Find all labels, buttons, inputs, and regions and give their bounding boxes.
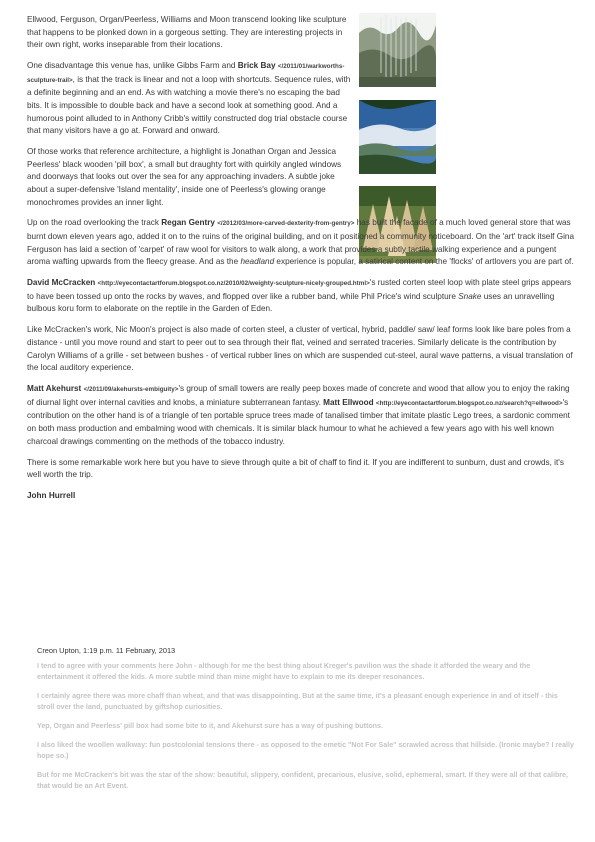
emphasis-snake: Snake bbox=[458, 291, 482, 301]
text-segment: has built the facade of a much loved general store that was burnt down eleven years ago, added it on to the ruins of the original building, and on it positioned a community noticeboard. On the 'art' track itself Gina Ferguson has laid a section of 'carpet' of raw wool for visitors to walk along, a work that provides a subtly tactile walking experience and a pungent aroma wafting upwards from the fleecy grease. And as the bbox=[27, 218, 575, 267]
text-segment: Up on the road overlooking the track bbox=[27, 218, 162, 228]
comment-meta: Creon Upton, 1:19 p.m. 11 February, 2013 bbox=[37, 646, 176, 655]
article-body bbox=[27, 14, 577, 503]
comment-paragraph: Yep, Organ and Peerless' pill box had some bite to it, and Akehurst sure has a way of pushing buttons. bbox=[37, 722, 383, 730]
artist-name-brick-bay: Brick Bay bbox=[237, 61, 276, 71]
text-segment: uses an unravelling bulbous koru form to elaborate on the reptile in the Garden of Eden. bbox=[27, 291, 555, 314]
emphasis-headland: headland bbox=[240, 257, 275, 267]
text-segment: 's group of small towers are really peep boxes made of concrete and wood that allow you to enjoy the raking of diurnal light over internal cavities and knobs, a miniature subterranean fantasy. bbox=[27, 384, 570, 407]
comment-section bbox=[37, 645, 577, 800]
paragraph-gentry bbox=[27, 217, 577, 268]
text-segment: One disadvantage this venue has, unlike Gibbs Farm and bbox=[27, 61, 238, 71]
link-ellwood[interactable]: <http://eyecontactartforum.blogspot.co.nz/search?q=ellwood> bbox=[375, 399, 563, 407]
text-segment: experience is popular, a satirical content on the 'flocks' of artlovers you are part of. bbox=[274, 257, 574, 267]
paragraph-venue bbox=[27, 60, 357, 138]
artist-name-akehurst: Matt Akehurst bbox=[27, 384, 82, 394]
comment-paragraph: I also liked the woollen walkway: fun postcolonial tensions there - as opposed to the emetic "Not For Sale" scrawled across that hillside. (Ironic maybe? I really hope so.) bbox=[37, 741, 574, 760]
comment-paragraph: I certainly agree there was more chaff than wheat, and that was disappointing. But at the same time, it's a pleasant enough experience in and of itself - this stroll over the land, punctuated by giftshop curiosities. bbox=[37, 692, 558, 711]
link-warkworth[interactable]: </2011/01/warkworths-sculpture-trail> bbox=[27, 63, 345, 84]
link-akehurst[interactable]: </2011/09/akehursts-embiguity> bbox=[83, 386, 179, 394]
artist-name-gentry: Regan Gentry bbox=[161, 218, 215, 228]
paragraph-mccracken bbox=[27, 277, 577, 316]
artist-name-mccracken: David McCracken bbox=[27, 278, 96, 288]
comment-paragraph: I tend to agree with your comments here John - although for me the best thing about Kreger's pavilion was the shade it afforded the weary and the entertainment it offered the kids. A more subtle mind than mine might have to explain to me its deeper resonances. bbox=[37, 662, 531, 681]
paragraph-conclusion: There is some remarkable work here but you have to sieve through quite a bit of chaff to find it. If you are indifferent to sunburn, dust and crowds, it's well worth the trip. bbox=[27, 457, 564, 480]
text-segment: 's rusted corten steel loop with plate steel grips appears to have been tossed up onto the rocks by waves, and flopped over like a rubber band, while Phil Price's wind sculpture bbox=[27, 278, 572, 301]
author-signature: John Hurrell bbox=[27, 491, 76, 501]
link-gentry[interactable]: </2012/03/more-carved-dexterity-from-gentry> bbox=[217, 220, 355, 228]
paragraph-moon: Like McCracken's work, Nic Moon's project is also made of corten steel, a cluster of vertical, hybrid, paddle/ saw/ leaf forms look like bare poles from a distance - until you move round and start to peer out to sea through their flat, veined and serrated traceries. Similarly delicate is the contribution by Carolyn Williams of a grille - set between bushes - of vertical rubber lines on which are suspended cut-steel, aural wave patterns, a visual translation of the local auditory experience. bbox=[27, 325, 573, 373]
paragraph-architecture: Of those works that reference architecture, a highlight is Jonathan Organ and Jessica Peerless' black wooden 'pill box', a small but draughty fort with quirkily angled windows and doorways that looks out over the sea for any approaching invaders. A subtle joke about a super-defensive 'Island mentality', inside one of Peerless's glowing orange monochromes provides an inner light. bbox=[27, 147, 342, 207]
artist-name-ellwood: Matt Ellwood bbox=[323, 397, 374, 407]
link-mccracken[interactable]: <http://eyecontactartforum.blogspot.co.nz/2010/02/weighty-sculpture-nicely-grouped.html> bbox=[97, 280, 370, 288]
comment-paragraph: But for me McCracken's bit was the star of the show: beautiful, slippery, confident, precarious, elusive, solid, ephemeral, smart. If they were all of that calibre, that would be an Art Event. bbox=[37, 771, 568, 790]
text-segment: 's contribution on the other hand is of a triangle of ten portable spruce trees made of tanalised timber that imitate plastic Lego trees, a sardonic comment on both mass production and embalming wood with chemicals. It is similar black humour to what he achieved a few years ago with his well known charcoal drawings commenting on the methods of the tobacco industry. bbox=[27, 397, 570, 446]
paragraph-akehurst bbox=[27, 383, 577, 448]
text-segment: , is that the track is linear and not a loop with shortcuts. Sequence rules, with a definite beginning and an end. As with watching a movie there's no escaping the bad bits. It is impossible to double back and have a second look at something good. And a humorous point alluded to in Anthony Cribb's wittily constructed dog trial obstacle course that many visitors have a go at. Forward and onward. bbox=[27, 74, 351, 136]
paragraph-intro: Ellwood, Ferguson, Organ/Peerless, Williams and Moon transcend looking like sculpture that happens to be plonked down in a gorgeous setting. They are interesting projects in their own right, works inseparable from their locations. bbox=[27, 15, 347, 50]
